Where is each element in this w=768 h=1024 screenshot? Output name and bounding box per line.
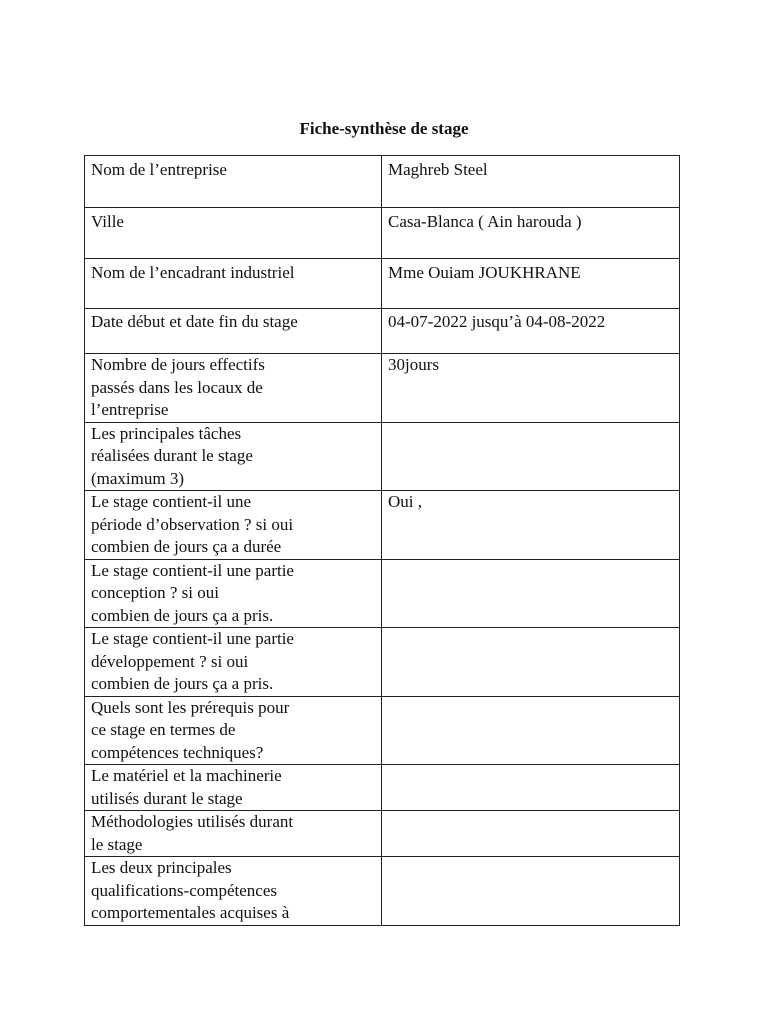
table-row — [85, 422, 680, 491]
table-row — [85, 811, 680, 857]
row-label: Les principales tâches réalisées durant le stage (maximum 3) — [85, 422, 382, 491]
row-value — [382, 857, 680, 926]
row-value: Casa-Blanca ( Ain harouda ) — [382, 208, 680, 259]
table-row — [85, 259, 680, 309]
row-label: Date début et date fin du stage — [85, 309, 382, 354]
row-value — [382, 765, 680, 811]
row-value — [382, 559, 680, 628]
row-value: Oui , — [382, 491, 680, 560]
table-row — [85, 696, 680, 765]
row-value: Mme Ouiam JOUKHRANE — [382, 259, 680, 309]
table-row — [85, 559, 680, 628]
row-label: Le stage contient-il une partie développement ? si oui combien de jours ça a pris. — [85, 628, 382, 697]
table-row — [85, 208, 680, 259]
table-row — [85, 857, 680, 926]
row-value: 04-07-2022 jusqu’à 04-08-2022 — [382, 309, 680, 354]
row-label: Méthodologies utilisés durant le stage — [85, 811, 382, 857]
table-row — [85, 354, 680, 423]
row-label: Le stage contient-il une partie conception ? si oui combien de jours ça a pris. — [85, 559, 382, 628]
table-row — [85, 628, 680, 697]
row-value — [382, 696, 680, 765]
row-label: Ville — [85, 208, 382, 259]
synthesis-table — [84, 155, 680, 926]
row-label: Nom de l’encadrant industriel — [85, 259, 382, 309]
row-label: Les deux principales qualifications-compétences comportementales acquises à — [85, 857, 382, 926]
row-value — [382, 811, 680, 857]
row-label: Le stage contient-il une période d’observation ? si oui combien de jours ça a durée — [85, 491, 382, 560]
row-label: Nom de l’entreprise — [85, 156, 382, 208]
table-row — [85, 156, 680, 208]
row-label: Quels sont les prérequis pour ce stage en termes de compétences techniques? — [85, 696, 382, 765]
row-value — [382, 422, 680, 491]
row-value: Maghreb Steel — [382, 156, 680, 208]
table-row — [85, 309, 680, 354]
table-row — [85, 491, 680, 560]
row-value — [382, 628, 680, 697]
page-title: Fiche-synthèse de stage — [299, 119, 469, 138]
row-value: 30jours — [382, 354, 680, 423]
table-row — [85, 765, 680, 811]
row-label: Nombre de jours effectifs passés dans les locaux de l’entreprise — [85, 354, 382, 423]
row-label: Le matériel et la machinerie utilisés durant le stage — [85, 765, 382, 811]
